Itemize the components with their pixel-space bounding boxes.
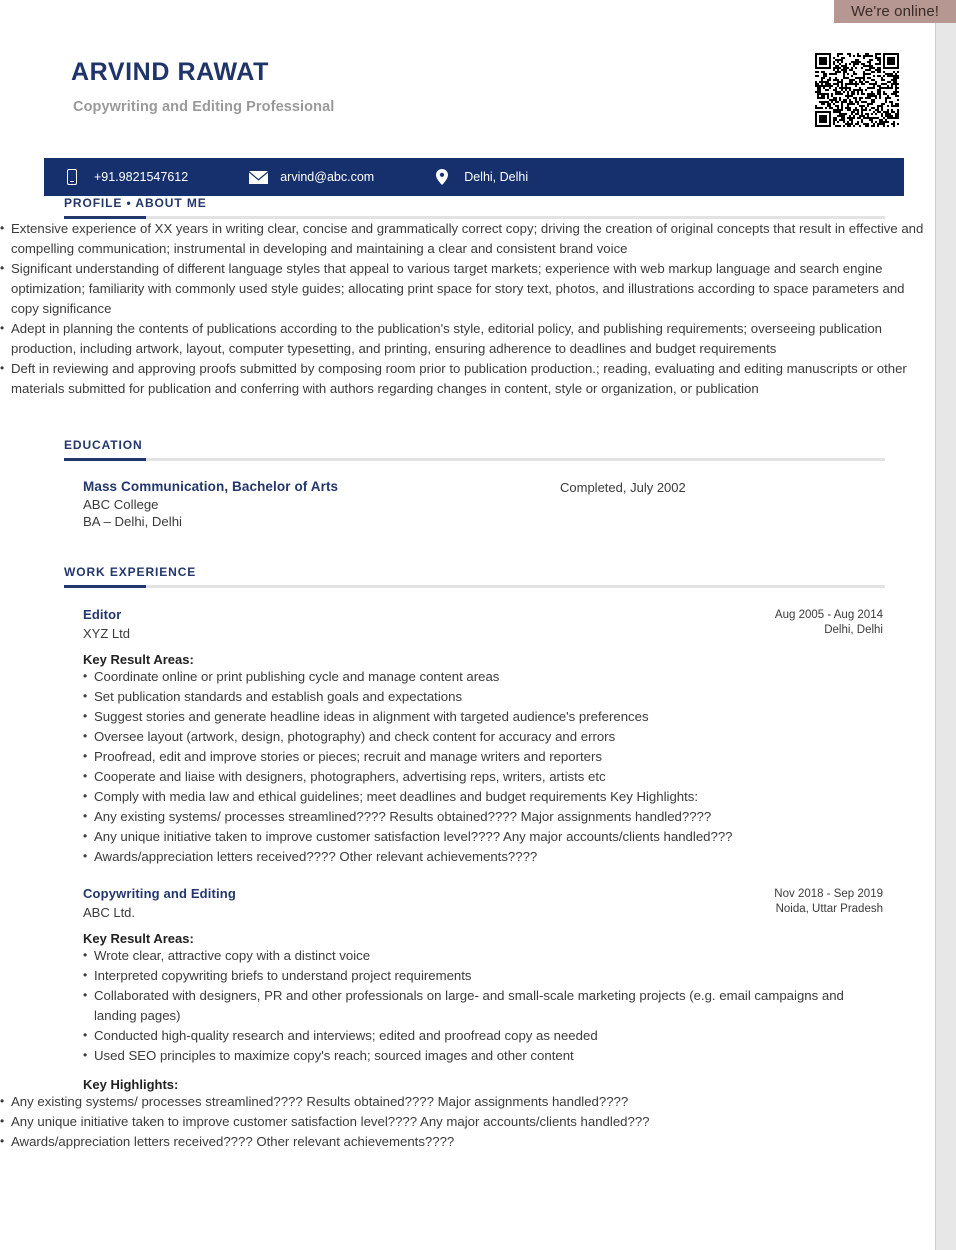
candidate-name: ARVIND RAWAT [71, 58, 269, 86]
section-education [0, 438, 935, 529]
job-bullet: • Awards/appreciation letters received???? Other relevant achievements???? [83, 847, 883, 867]
job-bullet: • Comply with media law and ethical guidelines; meet deadlines and budget requirements Key Highlights: [83, 787, 883, 807]
key-result-areas-label: Key Result Areas: [83, 652, 194, 667]
profile-bullet: • Extensive experience of XX years in writing clear, concise and grammatically correct copy; driving the creation of original concepts that result in effective and compelling communication; instrumental in developing and maintaining a clear and consistent brand voice [0, 219, 935, 259]
candidate-tagline: Copywriting and Editing Professional [73, 99, 335, 115]
education-entries [0, 479, 935, 529]
job-bullet: • Wrote clear, attractive copy with a distinct voice [83, 946, 883, 966]
key-result-areas-label: Key Result Areas: [83, 931, 194, 946]
job-bullet: • Coordinate online or print publishing cycle and manage content areas [83, 667, 883, 687]
email-icon [248, 168, 268, 186]
job-bullet: • Proofread, edit and improve stories or pieces; recruit and manage writers and reporters [83, 747, 883, 767]
education-school: ABC College [83, 497, 159, 512]
job-meta [775, 608, 883, 638]
profile-bullet: • Adept in planning the contents of publications according to the publication's style, editorial policy, and publishing requirements; overseeing publication production, including artwork, layout, computer typesetting, and printing, ensuring adherence to deadlines and budget requirements [0, 319, 935, 359]
section-title-profile: PROFILE • ABOUT ME [64, 196, 207, 210]
job-bullet-list [83, 946, 883, 1066]
job-bullet-list [83, 667, 883, 867]
education-degree: Mass Communication, Bachelor of Arts [83, 479, 339, 494]
education-location: BA – Delhi, Delhi [83, 514, 182, 529]
chat-widget-button[interactable]: We're online! [834, 0, 956, 23]
work-entry [0, 886, 935, 1066]
work-entries [0, 607, 935, 1152]
job-bullet: • Used SEO principles to maximize copy's reach; sourced images and other content [83, 1046, 883, 1066]
contact-bar [44, 158, 904, 196]
qr-code-icon [813, 51, 901, 129]
work-entry [0, 607, 935, 867]
profile-bullet: • Deft in reviewing and approving proofs submitted by composing room prior to publication production.; reading, evaluating and editing manuscripts or other materials submitted for publication and conferring with authors regarding changes in content, style or organization, or publication [0, 359, 935, 399]
job-bullet: • Suggest stories and generate headline ideas in alignment with targeted audience's preferences [83, 707, 883, 727]
job-title: Editor [83, 607, 122, 622]
contact-email-text: arvind@abc.com [280, 170, 375, 184]
contact-phone-text: +91.9821547612 [94, 170, 189, 184]
section-profile [0, 196, 935, 399]
contact-phone[interactable] [62, 168, 188, 186]
job-bullet: • Any unique initiative taken to improve customer satisfaction level???? Any major accounts/clients handled??? [83, 827, 883, 847]
profile-bullet-list [0, 219, 935, 399]
key-highlight-bullet: • Any existing systems/ processes streamlined???? Results obtained???? Major assignments handled???? [0, 1092, 935, 1112]
resume-header [0, 0, 935, 155]
job-company: ABC Ltd. [83, 905, 136, 920]
education-date: Completed, July 2002 [560, 480, 686, 495]
key-highlight-bullet: • Awards/appreciation letters received???? Other relevant achievements???? [0, 1132, 935, 1152]
section-title-work: WORK EXPERIENCE [64, 565, 197, 579]
resume-body [0, 196, 935, 1152]
job-bullet: • Set publication standards and establish goals and expectations [83, 687, 883, 707]
location-pin-icon [432, 168, 452, 186]
job-dates: Nov 2018 - Sep 2019 [774, 888, 883, 900]
section-divider [64, 458, 885, 461]
job-location: Noida, Uttar Pradesh [775, 903, 883, 915]
job-company: XYZ Ltd [83, 626, 130, 641]
section-work-experience [0, 565, 935, 1152]
job-location: Delhi, Delhi [824, 624, 883, 636]
phone-icon [62, 168, 82, 186]
section-title-education: EDUCATION [64, 438, 143, 452]
job-bullet: • Interpreted copywriting briefs to understand project requirements [83, 966, 883, 986]
job-title: Copywriting and Editing [83, 886, 236, 901]
profile-bullet: • Significant understanding of different language styles that appeal to various target markets; experience with web markup language and search engine optimization; familiarity with commonly used style guides; allocating print space for story text, photos, and illustrations according to space parameters and copy significance [0, 259, 935, 319]
job-dates: Aug 2005 - Aug 2014 [774, 609, 883, 621]
key-highlights-label: Key Highlights: [83, 1077, 179, 1092]
key-highlight-bullet: • Any unique initiative taken to improve customer satisfaction level???? Any major accounts/clients handled??? [0, 1112, 935, 1132]
contact-email[interactable] [248, 168, 374, 186]
job-bullet: • Conducted high-quality research and interviews; edited and proofread copy as needed [83, 1026, 883, 1046]
key-highlights-list [0, 1092, 935, 1152]
job-bullet: • Any existing systems/ processes streamlined???? Results obtained???? Major assignments handled???? [83, 807, 883, 827]
job-bullet: • Collaborated with designers, PR and other professionals on large- and small-scale marketing projects (e.g. email campaigns and landing pages) [83, 986, 883, 1026]
job-meta [774, 887, 883, 917]
page-edge-gutter [935, 0, 956, 1250]
education-entry [0, 479, 935, 529]
contact-location [432, 168, 528, 186]
contact-location-text: Delhi, Delhi [464, 170, 529, 184]
job-bullet: • Cooperate and liaise with designers, photographers, advertising reps, writers, artists etc [83, 767, 883, 787]
job-bullet: • Oversee layout (artwork, design, photography) and check content for accuracy and errors [83, 727, 883, 747]
section-divider [64, 585, 885, 588]
